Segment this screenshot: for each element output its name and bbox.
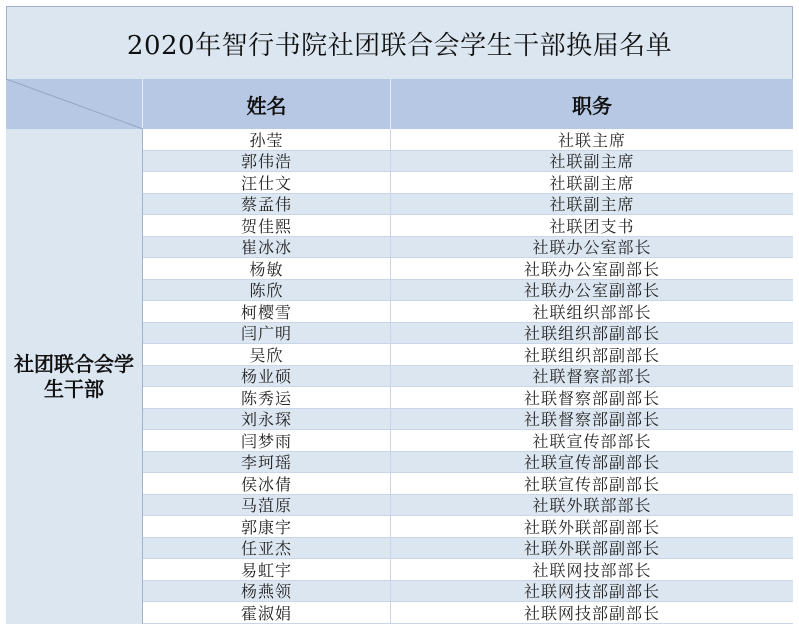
- title-row: [6, 6, 793, 80]
- table-row: [143, 602, 793, 624]
- name-column-header: 姓名: [143, 79, 391, 129]
- table-row: [143, 323, 793, 345]
- member-name-cell: 蔡孟伟: [143, 194, 391, 216]
- table-row: [143, 258, 793, 280]
- member-name-cell: 陈欣: [143, 280, 391, 302]
- member-name-cell: 杨业硕: [143, 366, 391, 388]
- member-role-cell: 社联办公室部长: [391, 237, 793, 259]
- member-role-cell: 社联督察部部长: [391, 366, 793, 388]
- table-row: [143, 473, 793, 495]
- member-role-cell: 社联宣传部副部长: [391, 452, 793, 474]
- table-row: [143, 430, 793, 452]
- member-name-cell: 汪仕文: [143, 172, 391, 194]
- department-cell: [6, 129, 143, 624]
- member-role-cell: 社联团支书: [391, 215, 793, 237]
- member-role-cell: 社联宣传部部长: [391, 430, 793, 452]
- page-title: 2020年智行书院社团联合会学生干部换届名单: [126, 30, 673, 61]
- table-row: [143, 280, 793, 302]
- member-name-cell: 李珂瑶: [143, 452, 391, 474]
- table-row: [143, 495, 793, 517]
- table-row: [143, 538, 793, 560]
- table-row: [143, 301, 793, 323]
- member-name-cell: 刘永琛: [143, 409, 391, 431]
- header-row: [6, 79, 793, 129]
- member-name-cell: 侯冰倩: [143, 473, 391, 495]
- table-row: [143, 409, 793, 431]
- member-role-cell: 社联副主席: [391, 172, 793, 194]
- member-role-cell: 社联组织部副部长: [391, 323, 793, 345]
- member-name-cell: 陈秀运: [143, 387, 391, 409]
- member-role-cell: 社联组织部部长: [391, 301, 793, 323]
- role-column-header: 职务: [572, 93, 612, 118]
- member-name-cell: 马菹原: [143, 495, 391, 517]
- member-name-cell: 孙莹: [143, 129, 391, 151]
- member-role-cell: 社联宣传部副部长: [391, 473, 793, 495]
- member-name-cell: 任亚杰: [143, 538, 391, 560]
- table-row: [143, 452, 793, 474]
- member-name-cell: 崔冰冰: [143, 237, 391, 259]
- table-row: [143, 344, 793, 366]
- member-name-cell: 柯樱雪: [143, 301, 391, 323]
- table-row: [143, 237, 793, 259]
- member-name-cell: 郭伟浩: [143, 151, 391, 173]
- member-role-cell: 社联主席: [391, 129, 793, 151]
- member-rows: [143, 129, 793, 624]
- member-role-cell: 社联组织部副部长: [391, 344, 793, 366]
- member-name-cell: 杨燕领: [143, 581, 391, 603]
- member-name-cell: 吴欣: [143, 344, 391, 366]
- table-row: [143, 172, 793, 194]
- table-row: [143, 194, 793, 216]
- member-role-cell: 社联副主席: [391, 194, 793, 216]
- table-row: [143, 129, 793, 151]
- member-role-cell: 社联网技部部长: [391, 559, 793, 581]
- table-row: [143, 366, 793, 388]
- table-row: [143, 581, 793, 603]
- corner-header-cell: [6, 79, 143, 129]
- diagonal-divider: [6, 79, 143, 129]
- member-name-cell: 闫梦雨: [143, 430, 391, 452]
- member-role-cell: 社联办公室副部长: [391, 280, 793, 302]
- table-row: [143, 151, 793, 173]
- table-row: [143, 516, 793, 538]
- member-role-cell: 社联网技部副部长: [391, 581, 793, 603]
- member-name-cell: 易虹宇: [143, 559, 391, 581]
- member-name-cell: 郭康宇: [143, 516, 391, 538]
- member-role-cell: 社联副主席: [391, 151, 793, 173]
- member-role-cell: 社联督察部副部长: [391, 409, 793, 431]
- member-name-cell: 霍淑娟: [143, 602, 391, 624]
- member-name-cell: 杨敏: [143, 258, 391, 280]
- member-name-cell: 贺佳熙: [143, 215, 391, 237]
- member-name-cell: 闫广明: [143, 323, 391, 345]
- table-row: [143, 215, 793, 237]
- roster-sheet: [6, 6, 793, 624]
- member-role-cell: 社联外联部副部长: [391, 516, 793, 538]
- member-role-cell: 社联外联部部长: [391, 495, 793, 517]
- member-role-cell: 社联网技部副部长: [391, 602, 793, 624]
- table-row: [143, 559, 793, 581]
- member-role-cell: 社联办公室副部长: [391, 258, 793, 280]
- member-role-cell: 社联外联部副部长: [391, 538, 793, 560]
- department-label: 社团联合会学生干部: [14, 351, 134, 401]
- member-role-cell: 社联督察部副部长: [391, 387, 793, 409]
- table-row: [143, 387, 793, 409]
